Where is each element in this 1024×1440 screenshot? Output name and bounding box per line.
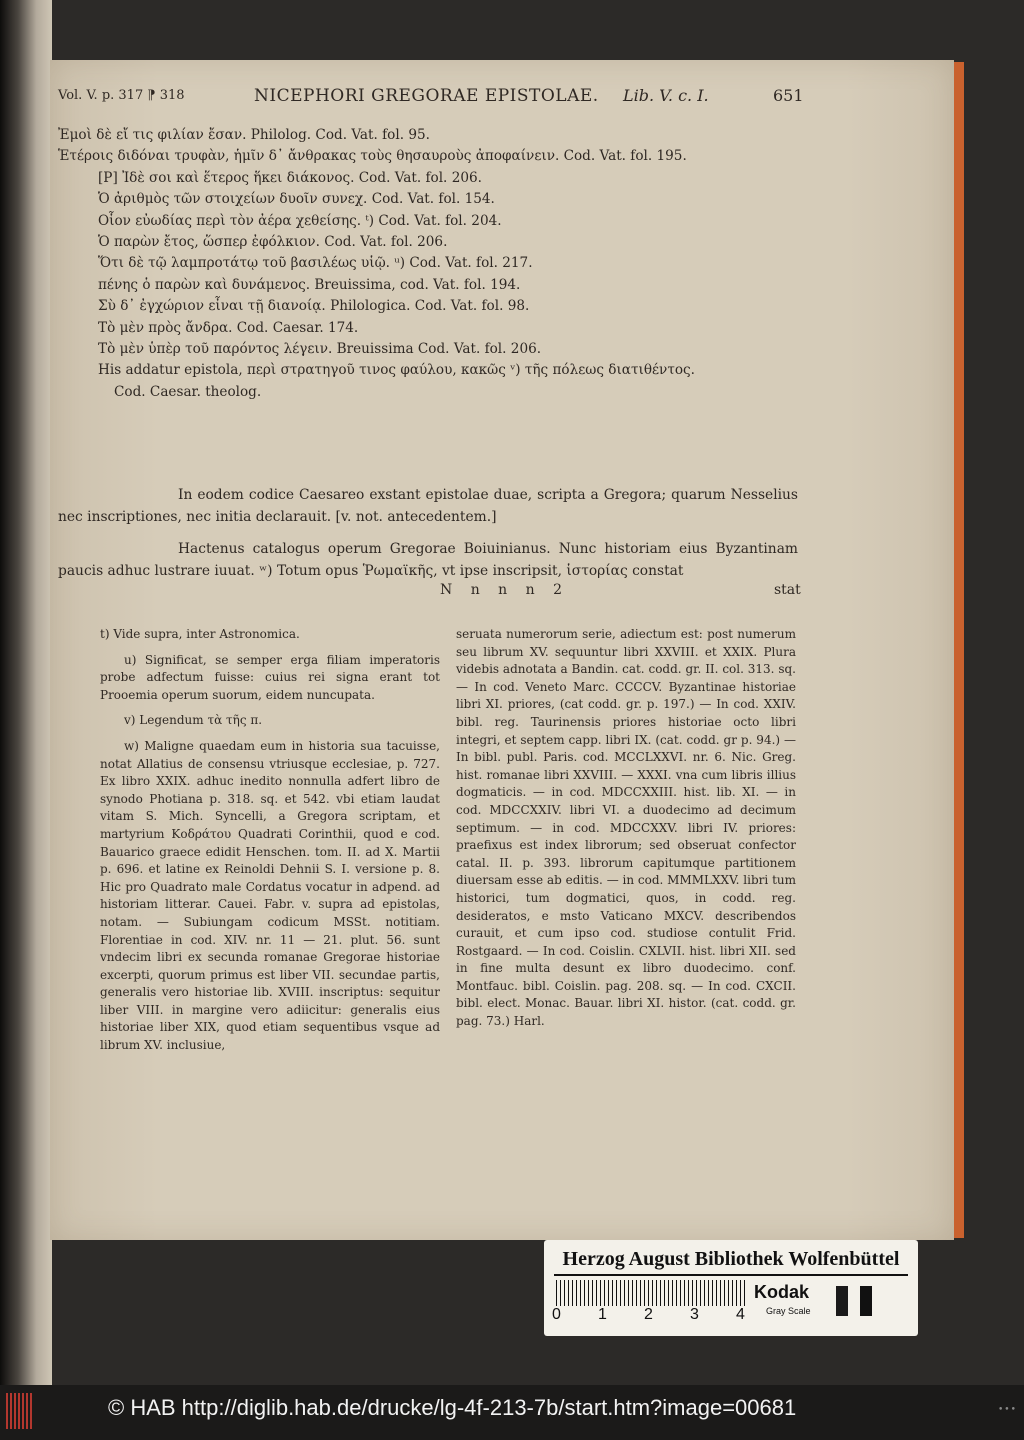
signature-mark: N n n n 2 (440, 582, 570, 598)
epistle-entry: Ὁ ἀριθμὸς τῶν στοιχείων δυοῖν συνεχ. Cod. Vat. fol. 154. (98, 191, 495, 208)
header-volume-ref: Vol. V. p. 317 ⁋ 318 (58, 88, 185, 103)
footnote-continuation: seruata numerorum serie, adiectum est: post numerum seu librum XV. sequuntur libri XXVIII. et XXIX. Plura videbis adnotata a Bandin. cat. codd. gr. II. col. 313. sq. — In cod. Veneto Marc. CCCCV. Byzantinae historiae libri XI. priores, (cat codd. gr. p. 197.) — In cod. XXIV. bibl. reg. Taurinensis priores historiae octo libri integri, et septem capp. libri IX. (cat. codd. gr p. 94.) — In bibl. publ. Paris. cod. MCCLXXVI. nr. 6. Nic. Greg. hist. romanae libri XXVIII. — XXXI. vna cum libris illius dogmaticis. — in cod. MDCCXXIII. hist. lib. XI. — in cod. MDCCXXIV. libri VI. a duodecimo ad decimum septimum. — in cod. MDCCXXV. libri IV. priores: praefixus est index librorum; sed obseruat confector catal. II. p. 393. librorum capitumque partitionem diuersam esse ab editis. — in cod. MMMLXXV. libri tum historici, tum dogmatici, quos, in codd. reg. desideratos, e msto Vaticano MXCV. describendos curauit, et cum ipso cod. studiose contulit Frid. Rostgaard. — In cod. Coislin. CXLVII. hist. libri XII. sed in fine multa desunt ex libro duodecimo. conf. Montfauc. bibl. Coislin. pag. 208. sq. — In cod. CXCII. bibl. elect. Monac. Bauar. libri XI. histor. (cat. codd. gr. pag. 73.) Harl. (456, 627, 796, 1029)
footnote: u) Significat, se semper erga filiam imperatoris probe adfectum fuisse: cuius rei signa erant tot Prooemia operum suorum, eidem nuncupata. (100, 652, 440, 702)
epistle-entry: Cod. Caesar. theolog. (114, 383, 262, 400)
page-number: 651 (773, 86, 804, 105)
epistle-entry: His addatur epistola, περὶ στρατηγοῦ τινος φαύλου, κακῶς ᵛ) τῆς πόλεως διατιθέντος. (98, 362, 695, 379)
epistle-entry: Ὅτι δὲ τῷ λαμπροτάτῳ τοῦ βασιλέως υἱῷ. ᵘ) Cod. Vat. fol. 217. (98, 255, 533, 272)
gray-swatch (872, 1286, 884, 1316)
book-gutter (0, 0, 52, 1385)
kodak-logo: Kodak (754, 1282, 810, 1302)
header-book-chapter: Lib. V. c. I. (623, 86, 709, 105)
gray-swatch (848, 1286, 860, 1316)
gray-swatch (836, 1286, 848, 1316)
barcode-icon (6, 1393, 34, 1429)
ruler-number: 0 (552, 1306, 561, 1323)
copyright-url[interactable]: © HAB http://diglib.hab.de/drucke/lg-4f-213-7b/start.htm?image=00681 (108, 1395, 797, 1420)
gray-swatch (860, 1286, 872, 1316)
ruler-number: 2 (644, 1306, 653, 1323)
kodak-gray-scale-label: Gray Scale (766, 1306, 811, 1316)
page-edge (954, 62, 964, 1238)
epistle-entry: Ἐμοὶ δὲ εἴ τις φιλίαν ἔσαν. Philolog. Cod. Vat. fol. 95. (58, 127, 430, 143)
footnotes-right-column (456, 626, 796, 1039)
epistle-entry: πένης ὁ παρὼν καὶ δυνάμενος. Breuissima, cod. Vat. fol. 194. (98, 276, 521, 293)
library-name: Herzog August Bibliothek Wolfenbüttel (554, 1244, 908, 1276)
epistle-entry: Σὺ δ᾽ ἐγχώριον εἶναι τῇ διανοίᾳ. Philologica. Cod. Vat. fol. 98. (98, 298, 530, 315)
footnote: t) Vide supra, inter Astronomica. (100, 627, 300, 641)
epistle-entry: Τὸ μὲν ὑπὲρ τοῦ παρόντος λέγειν. Breuissima Cod. Vat. fol. 206. (98, 341, 542, 358)
ruler-number: 3 (690, 1306, 699, 1323)
body-paragraph: In eodem codice Caesareo exstant epistolae duae, scripta a Gregora; quarum Nesselius nec inscriptiones, nec initia declarauit. [v. not. antecedentem.] (58, 487, 798, 525)
scale-ruler (556, 1280, 746, 1306)
epistle-entry: Ὁ παρὼν ἔτος, ὥσπερ ἐφόλκιον. Cod. Vat. fol. 206. (98, 234, 448, 251)
footnotes-left-column (100, 626, 440, 1063)
catchword: stat (774, 582, 801, 598)
ruler-number: 1 (598, 1306, 607, 1323)
epistle-list (58, 125, 798, 403)
footer-bar (0, 1385, 1024, 1440)
epistle-entry: Ἑτέροις διδόναι τρυφὰν, ἡμῖν δ᾽ ἄνθρακας τοὺς θησαυροὺς ἀποφαίνειν. Cod. Vat. fol. 195. (58, 148, 687, 165)
running-header (58, 86, 804, 114)
footnote: w) Maligne quaedam eum in historia sua tacuisse, notat Allatius de consensu vtriusque ecclesiae, p. 727. Ex libro XXIX. adhuc inedito nonnulla adfert libro de synodo Photiana p. 318. sq. et 542. vbi etiam laudat vitam S. Mich. Syncelli, a Gregora scriptam, et martyrium Κοδράτου Quadrati Corinthii, quod e cod. Bauarico graece edidit Henschen. tom. II. ad X. Martii p. 696. et latine ex Reinoldi Dehnii S. I. versione p. 8. Hic pro Quadrato male Cordatus vocatur in adpend. ad historiam litterar. Cauei. Fabr. v. supra ad epistolas, notam. — Subiungam codicum MSSt. notitiam. Florentiae in cod. XIV. nr. 11 — 21. plut. 56. sunt vndecim libri ex secunda romanae Gregorae historiae excerpti, quorum primus est liber VII. secundae partis, generalis vero historiae lib. XVIII. inscriptus: sequitur liber VIII. in margine vero adiicitur: generalis eius historiae liber XIX, quod etiam sequentibus vsque ad librum XV. inclusiue, (100, 738, 440, 1053)
library-color-target (544, 1240, 918, 1336)
body-paragraph: Hactenus catalogus operum Gregorae Boiuinianus. Nunc historiam eius Byzantinam paucis adhuc lustrare iuuat. ʷ) Totum opus Ῥωμαϊκῆς, vt ipse inscripsit, ἱστορίας constat (58, 541, 798, 579)
footnote: v) Legendum τὰ τῆς π. (124, 713, 263, 728)
ruler-numbers (552, 1306, 762, 1328)
epistle-entry: [P] Ἰδὲ σοι καὶ ἕτερος ἥκει διάκονος. Cod. Vat. fol. 206. (98, 169, 482, 186)
gray-scale-swatches (836, 1286, 884, 1316)
ruler-number: 4 (736, 1306, 745, 1323)
epistle-entry: Τὸ μὲν πρὸς ἄνδρα. Cod. Caesar. 174. (98, 319, 359, 336)
epistle-entry: Οἷον εὐωδίας περὶ τὸν ἀέρα χεθείσης. ᵗ) Cod. Vat. fol. 204. (98, 212, 502, 229)
dots-icon: ••• (998, 1405, 1017, 1415)
header-title: NICEPHORI GREGORAE EPISTOLAE. (254, 86, 599, 106)
